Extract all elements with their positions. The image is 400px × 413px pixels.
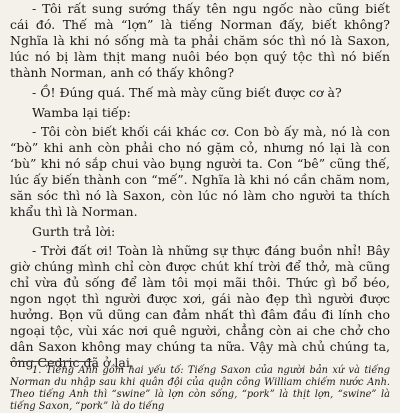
- footnote: [10, 365, 390, 413]
- paragraph-3: Wamba lại tiếp:: [32, 105, 131, 120]
- footnote-text: 1. Tiếng Anh gồm hai yếu tố: Tiếng Saxon của người bản xứ và tiếng Norman du nhập sau khi quân đội của quận công William chiếm nước Anh. Theo tiếng Anh thì “swine” là lợn còn sống, “pork” là thịt lợn, “swine” là tiếng Saxon, “pork” là do tiếng: [10, 365, 390, 412]
- body-text: [10, 1, 390, 371]
- paragraph-6: - Trời đất ơi! Toàn là những sự thực đáng buồn nhỉ! Bây giờ chúng mình chỉ còn được chút khí trời để thở, mà cũng chỉ vừa đủ sống để làm tôi mọi mãi thôi. Thức gì bổ béo, ngon ngọt thì người được xơi, gái nào đẹp thì người được hưởng. Bọn vũ dũng can đảm nhất thì đâm đầu đi lính cho ngoại tộc, vùi xác nơi quê người, chẳng còn ai che chở cho dân Saxon không may chúng ta nữa. Vậy mà chủ chúng ta, ông Cedric đã ở lại.: [10, 243, 390, 370]
- paragraph-4: - Tôi còn biết khối cái khác cơ. Con bò ấy mà, nó là con “bò” khi anh còn phải cho nó gặm cỏ, nhưng nó lại là con ‘bù” khi nó sắp chui vào bụng người ta. Con “bê” cũng thế, lúc ấy biến thành con “mế”. Nghĩa là khi nó cần chăm nom, săn sóc thì nó là Saxon, còn lúc nó làm cho người ta thích khẩu thì là Norman.: [10, 124, 390, 219]
- paragraph-2: - Ồ! Đúng quá. Thế mà mày cũng biết được cơ à?: [32, 85, 342, 100]
- book-page: [0, 1, 400, 412]
- footnote-divider: [10, 361, 92, 362]
- paragraph-1: - Tôi rất sung sướng thấy tên ngu ngốc nào cũng biết cái đó. Thế mà “lợn” là tiếng Norman đấy, biết không? Nghĩa là khi nó sống mà ta phải chăm sóc thì nó là Saxon, lúc nó bị làm thịt mang nuôi béo bọn quý tộc thì nó biến thành Norman, anh có thấy không?: [10, 1, 390, 80]
- paragraph-5: Gurth trả lời:: [32, 224, 116, 239]
